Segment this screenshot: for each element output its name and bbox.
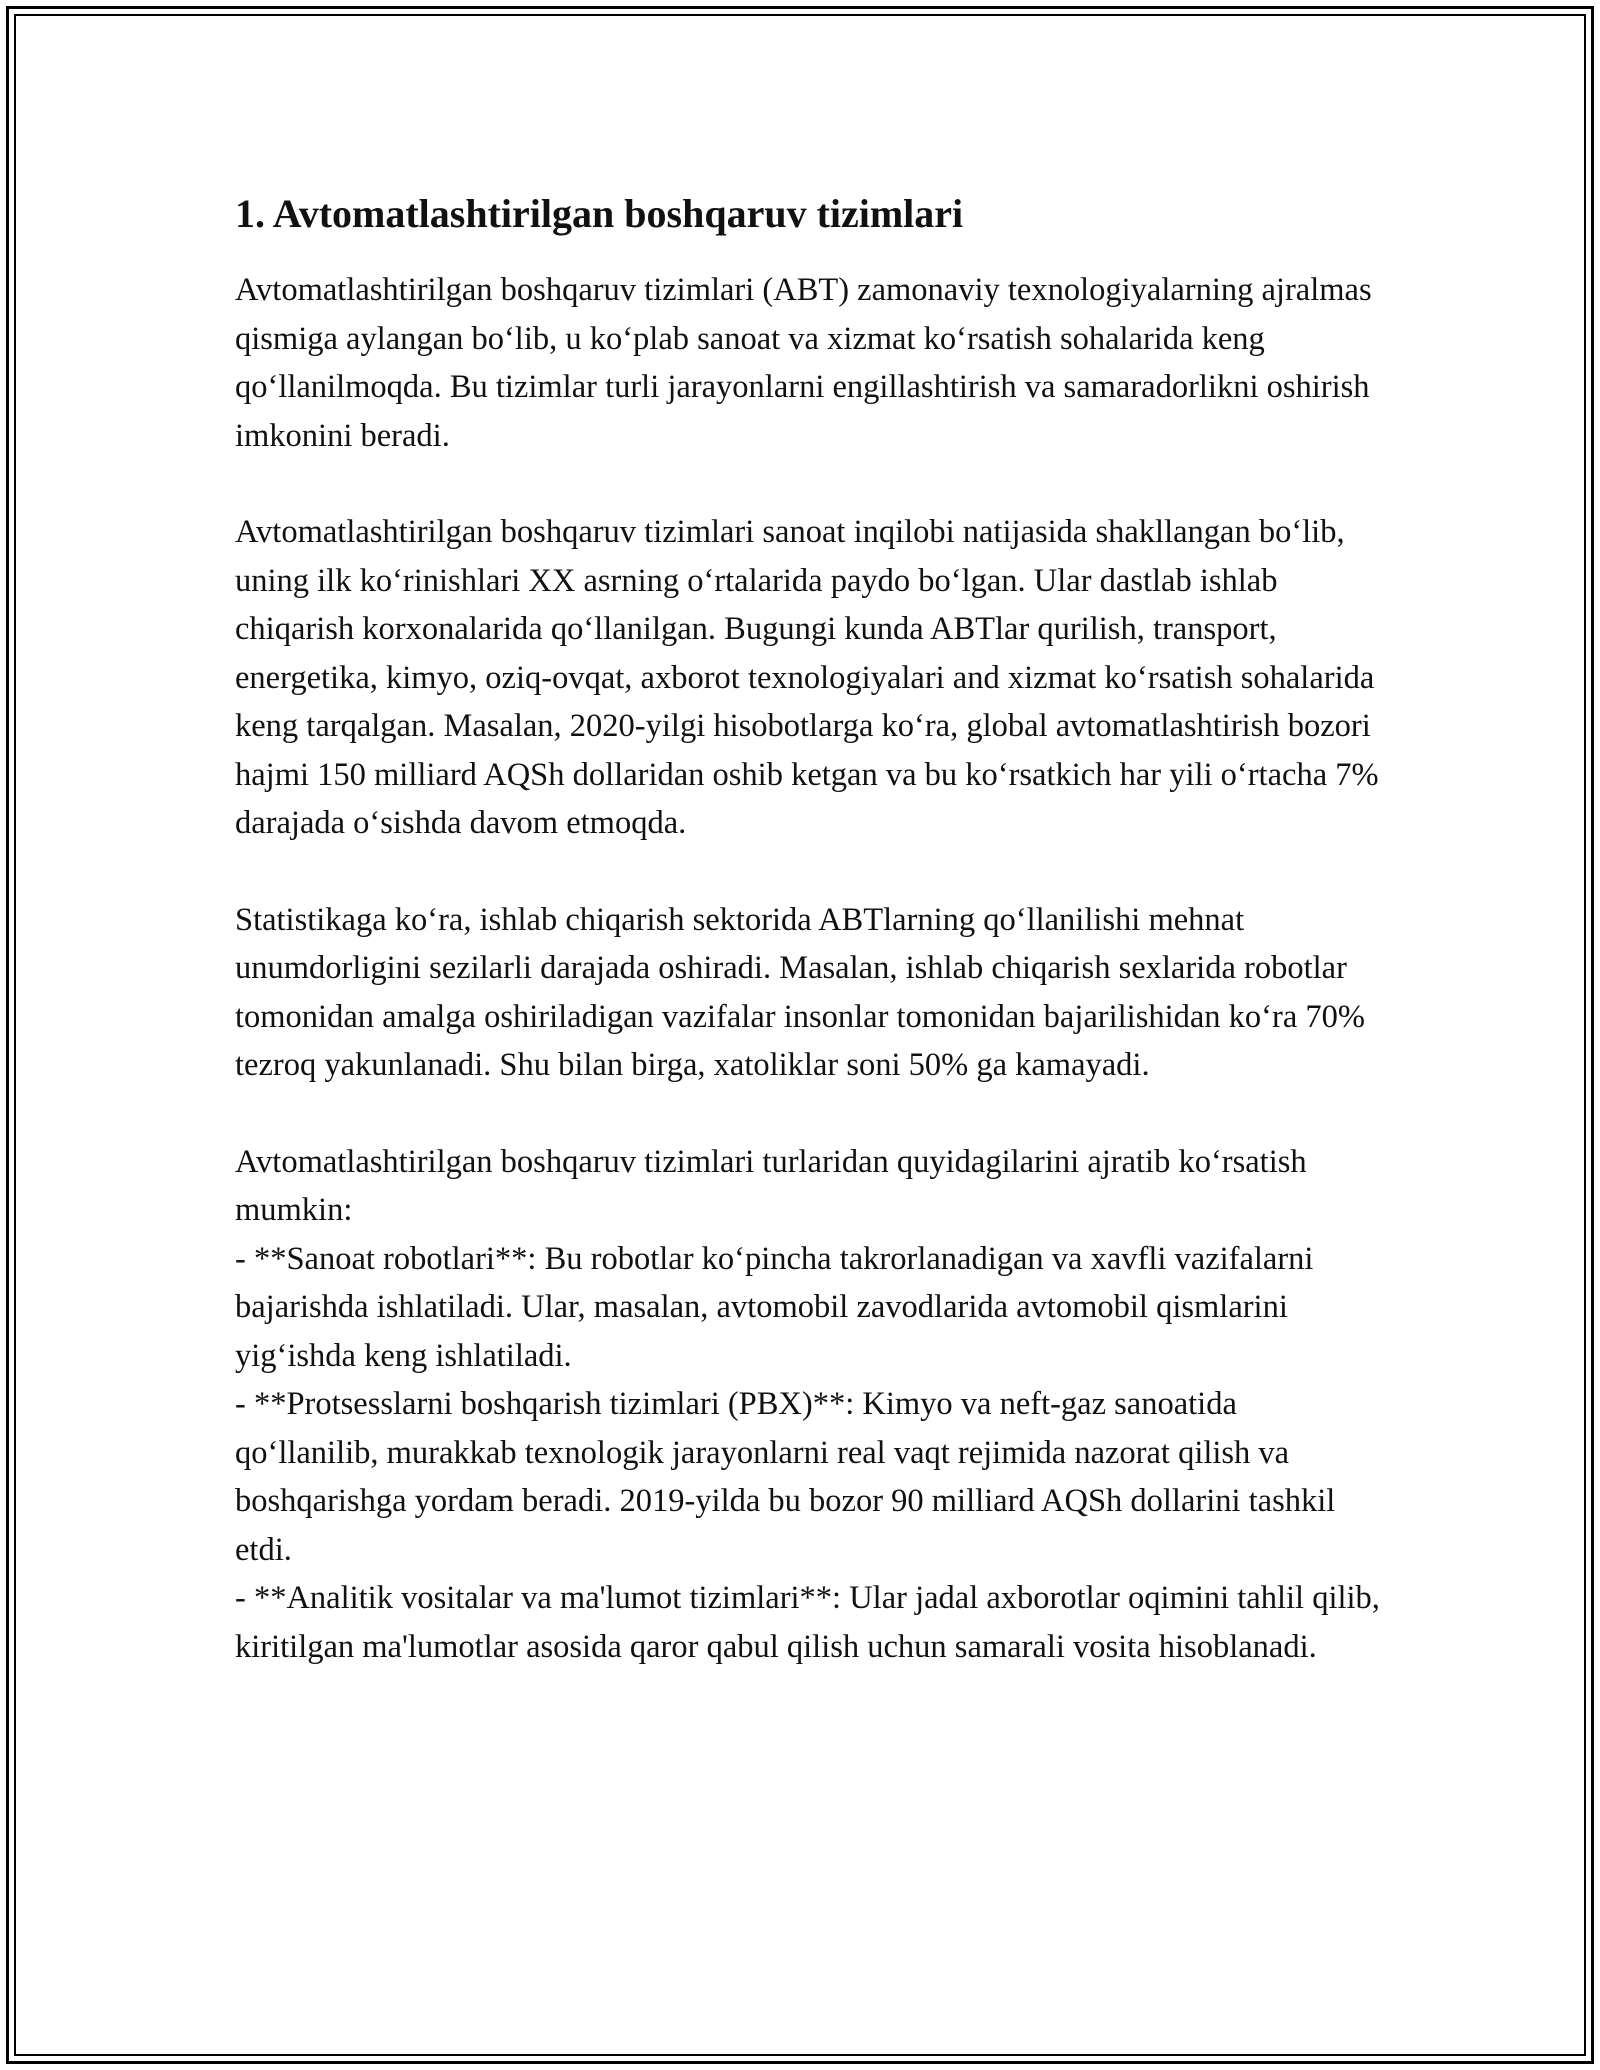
document-body bbox=[235, 188, 1385, 1671]
list-item-process-control: - **Protsesslarni boshqarish tizimlari (PBX)**: Kimyo va neft-gaz sanoatida qo‘llanilib, murakkab texnologik jarayonlarni real vaqt rejimida nazorat qilish va boshqarishga yordam beradi. 2019-yilda bu bozor 90 milliard AQSh dollarini tashkil etdi. bbox=[235, 1386, 1336, 1568]
list-item-analytics: - **Analitik vositalar va ma'lumot tizimlari**: Ular jadal axborotlar oqimini tahlil qilib, kiritilgan ma'lumotlar asosida qaror qabul qilish uchun samarali vosita hisoblanadi. bbox=[235, 1580, 1380, 1665]
section-heading: 1. Avtomatlashtirilgan boshqaruv tizimlari bbox=[235, 191, 964, 236]
types-list bbox=[235, 1138, 1385, 1672]
paragraph-history: Avtomatlashtirilgan boshqaruv tizimlari sanoat inqilobi natijasida shakllangan bo‘lib, uning ilk ko‘rinishlari XX asrning o‘rtalarida paydo bo‘lgan. Ular dastlab ishlab chiqarish korxonalarida qo‘llanilgan. Bugungi kunda ABTlar qurilish, transport, energetika, kimyo, oziq-ovqat, axborot texnologiyalari and xizmat ko‘rsatish sohalarida keng tarqalgan. Masalan, 2020-yilgi hisobotlarga ko‘ra, global avtomatlashtirish bozori hajmi 150 milliard AQSh dollaridan oshib ketgan va bu ko‘rsatkich har yili o‘rtacha 7% darajada o‘sishda davom etmoqda. bbox=[235, 514, 1379, 841]
list-item-industrial-robots: - **Sanoat robotlari**: Bu robotlar ko‘pincha takrorlanadigan va xavfli vazifalarni bajarishda ishlatiladi. Ular, masalan, avtomobil zavodlarida avtomobil qismlarini yig‘ishda keng ishlatiladi. bbox=[235, 1240, 1314, 1374]
paragraph-intro: Avtomatlashtirilgan boshqaruv tizimlari (ABT) zamonaviy texnologiyalarning ajralmas qismiga aylangan bo‘lib, u ko‘plab sanoat va xizmat ko‘rsatish sohalarida keng qo‘llanilmoqda. Bu tizimlar turli jarayonlarni engillashtirish va samaradorlikni oshirish imkonini beradi. bbox=[235, 272, 1372, 454]
list-intro: Avtomatlashtirilgan boshqaruv tizimlari turlaridan quyidagilarini ajratib ko‘rsatish mumkin: bbox=[235, 1143, 1307, 1228]
paragraph-statistics: Statistikaga ko‘ra, ishlab chiqarish sektorida ABTlarning qo‘llanilishi mehnat unumdorligini sezilarli darajada oshiradi. Masalan, ishlab chiqarish sexlarida robotlar tomonidan amalga oshiriladigan vazifalar insonlar tomonidan bajarilishidan ko‘ra 70% tezroq yakunlanadi. Shu bilan birga, xatoliklar soni 50% ga kamayadi. bbox=[235, 901, 1365, 1083]
